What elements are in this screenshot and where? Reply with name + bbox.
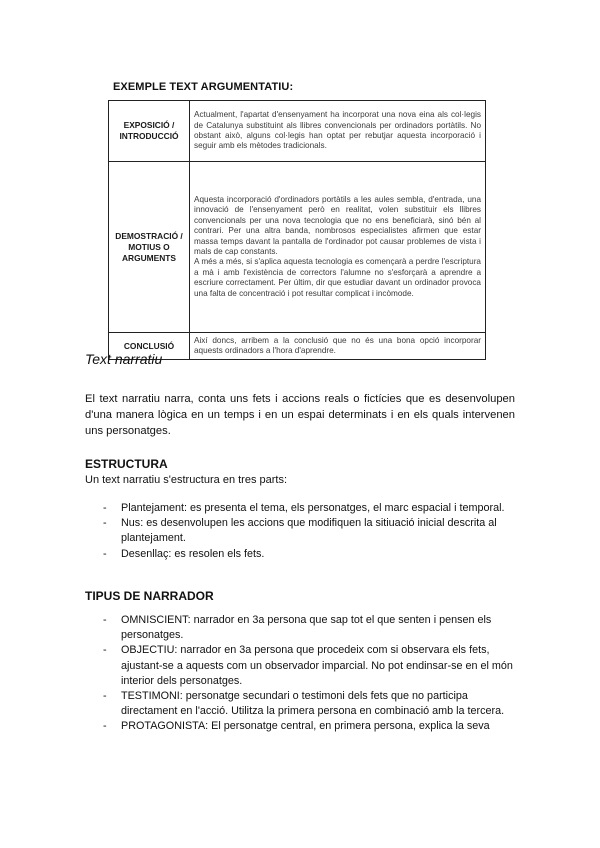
dash-bullet: - (103, 502, 107, 514)
narrator-types-heading: TIPUS DE NARRADOR (85, 589, 214, 603)
row-text-arguments (190, 162, 486, 333)
table-row (109, 101, 486, 162)
row-text-conclusion: Així doncs, arribem a la conclusió que no és una bona opció incorporar aquests ordinadors a l'hora d'aprendre. (190, 333, 486, 360)
narrator-types-list (85, 613, 515, 735)
list-item (85, 689, 515, 719)
dash-bullet: - (103, 690, 107, 703)
arguments-paragraph-1: Aquesta incorporació d'ordinadors portàtils a les aules sembla, d'entrada, una innovació de l'ensenyament però en realitat, volen substituir els llibres convencionals per una nova tecnologia que no ens beneficiarà, sinó bén al contrari. Per una altra banda, nombrosos especialistes afirmen que estar massa temps davant la pantalla de l'ordinador pot causar problemes de vista i mals de cap constants. (194, 194, 481, 256)
table-row (109, 333, 486, 360)
list-item-text: OBJECTIU: narrador en 3a persona que procedeix com si observara els fets, ajustant-se a aquests com un observador imparcial. No pot endinsar-se en el món interior dels personatges. (121, 644, 513, 687)
list-item (85, 516, 515, 546)
row-label-arguments: DEMOSTRACIÓ / MOTIUS O ARGUMENTS (109, 162, 190, 333)
list-item-text: Nus: es desenvolupen les accions que modifiquen la sitiuació inicial descrita al plantejament. (121, 517, 497, 545)
list-item-text: TESTIMONI: personatge secundari o testimoni dels fets que no participa directament en l'acció. Utilitza la primera persona en combinació amb la tercera. (121, 690, 505, 718)
dash-bullet: - (103, 720, 107, 733)
structure-heading: ESTRUCTURA (85, 457, 168, 471)
narrative-paragraph: El text narratiu narra, conta uns fets i accions reals o fictícies que es desenvolupen d'una manera lògica en un temps i en un espai determinats i en els quals intervenen uns personatges. (85, 393, 515, 437)
list-item-text: Desenllaç: es resolen els fets. (121, 547, 265, 560)
narrative-heading: Text narratiu (85, 351, 163, 367)
row-label-conclusion: CONCLUSIÓ (109, 333, 190, 360)
dash-bullet: - (103, 614, 107, 626)
argumentative-example-table (108, 100, 486, 360)
structure-list (85, 501, 515, 562)
dash-bullet: - (103, 547, 107, 560)
list-item-text: OMNISCIENT: narrador en 3a persona que sap tot el que senten i pensen els personatges. (121, 614, 492, 642)
structure-intro: Un text narratiu s'estructura en tres parts: (85, 474, 288, 486)
arguments-paragraph-2: A més a més, si s'aplica aquesta tecnologia es començarà a perdre l'escriptura a mà i amb l'existència de correctors l'alumne no s'esforçarà a aprendre a escriure correctament. Per últim, dir que estudiar davant un ordinador provoca una falta de concentració i pot resultar complicat i incòmode. (194, 257, 481, 298)
list-item (85, 613, 515, 643)
list-item-text: PROTAGONISTA: El personatge central, en primera persona, explica la seva (121, 720, 490, 733)
table-row (109, 162, 486, 333)
row-text-introduction: Actualment, l'apartat d'ensenyament ha incorporat una nova eina als col·legis de Catalunya substituint als llibres convencionals per ordinadors portàtils. No obstant això, alguns col·legis han optat per rebutjar aquesta incorporació i seguir amb els mètodes tradicionals. (190, 101, 486, 162)
dash-bullet: - (103, 517, 107, 530)
list-item (85, 643, 515, 689)
list-item (85, 547, 515, 562)
dash-bullet: - (103, 644, 107, 657)
row-label-introduction: EXPOSICIÓ / INTRODUCCIÓ (109, 101, 190, 162)
list-item (85, 501, 515, 516)
list-item-text: Plantejament: es presenta el tema, els personatges, el marc espacial i temporal. (121, 502, 505, 514)
list-item (85, 719, 515, 734)
example-title: EXEMPLE TEXT ARGUMENTATIU: (113, 81, 294, 93)
